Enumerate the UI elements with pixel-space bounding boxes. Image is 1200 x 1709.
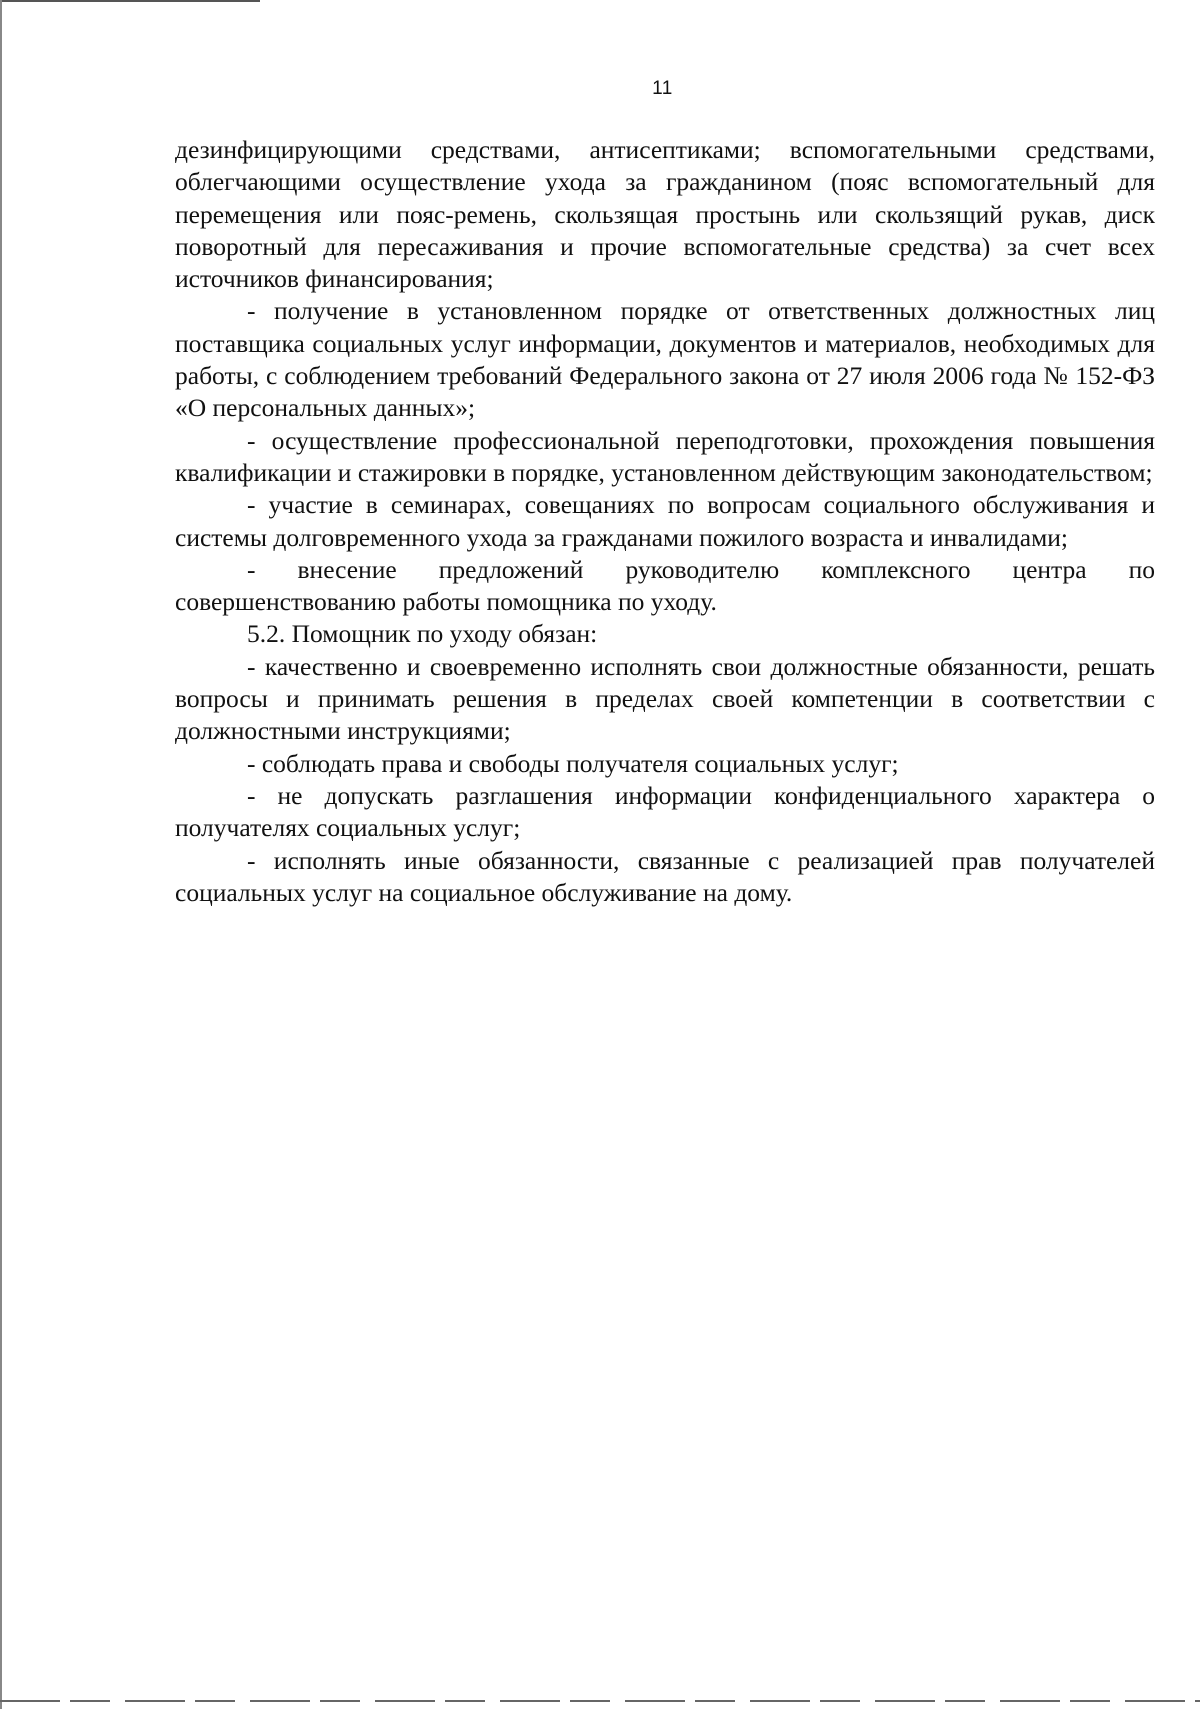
section-heading: 5.2. Помощник по уходу обязан: bbox=[247, 619, 598, 649]
paragraph-item: - получение в установленном порядке от ответственных должностных лиц поставщика социальных услуг информации, документов и материалов, необходимых для работы, с соблюдением требований Федерального закона от 27 июля 2006 года № 152-ФЗ «О персональных данных»; bbox=[175, 296, 1155, 423]
scan-edge-bottom bbox=[0, 1700, 1200, 1702]
paragraph-item: - не допускать разглашения информации конфиденциального характера о получателях социальных услуг; bbox=[175, 780, 1155, 843]
paragraph-item: - участие в семинарах, совещаниях по вопросам социального обслуживания и системы долговременного ухода за гражданами пожилого возраста и инвалидами; bbox=[175, 490, 1155, 552]
paragraph-item: - осуществление профессиональной переподготовки, прохождения повышения квалификации и стажировки в порядке, установленном действующим законодательством; bbox=[175, 425, 1155, 487]
scan-edge-left bbox=[0, 0, 2, 1709]
paragraph-item: - соблюдать права и свободы получателя социальных услуг; bbox=[247, 748, 899, 778]
page-number: 11 bbox=[652, 78, 673, 99]
paragraph-continuation: дезинфицирующими средствами, антисептиками; вспомогательными средствами, облегчающими осуществление ухода за гражданином (пояс вспомогательный для перемещения или пояс-ремень, скользящая простынь или скользящий рукав, диск поворотный для пересаживания и прочие вспомогательные средства) за счет всех источников финансирования; bbox=[175, 135, 1155, 294]
paragraph-item: - исполнять иные обязанности, связанные с реализацией прав получателей социальных услуг на социальное обслуживание на дому. bbox=[175, 845, 1155, 907]
document-body bbox=[175, 134, 1155, 909]
paragraph-item: - внесение предложений руководителю комплексного центра по совершенствованию работы помощника по уходу. bbox=[175, 554, 1155, 617]
scan-edge-top bbox=[0, 0, 260, 2]
paragraph-item: - качественно и своевременно исполнять свои должностные обязанности, решать вопросы и принимать решения в пределах своей компетенции в соответствии с должностными инструкциями; bbox=[175, 651, 1155, 746]
